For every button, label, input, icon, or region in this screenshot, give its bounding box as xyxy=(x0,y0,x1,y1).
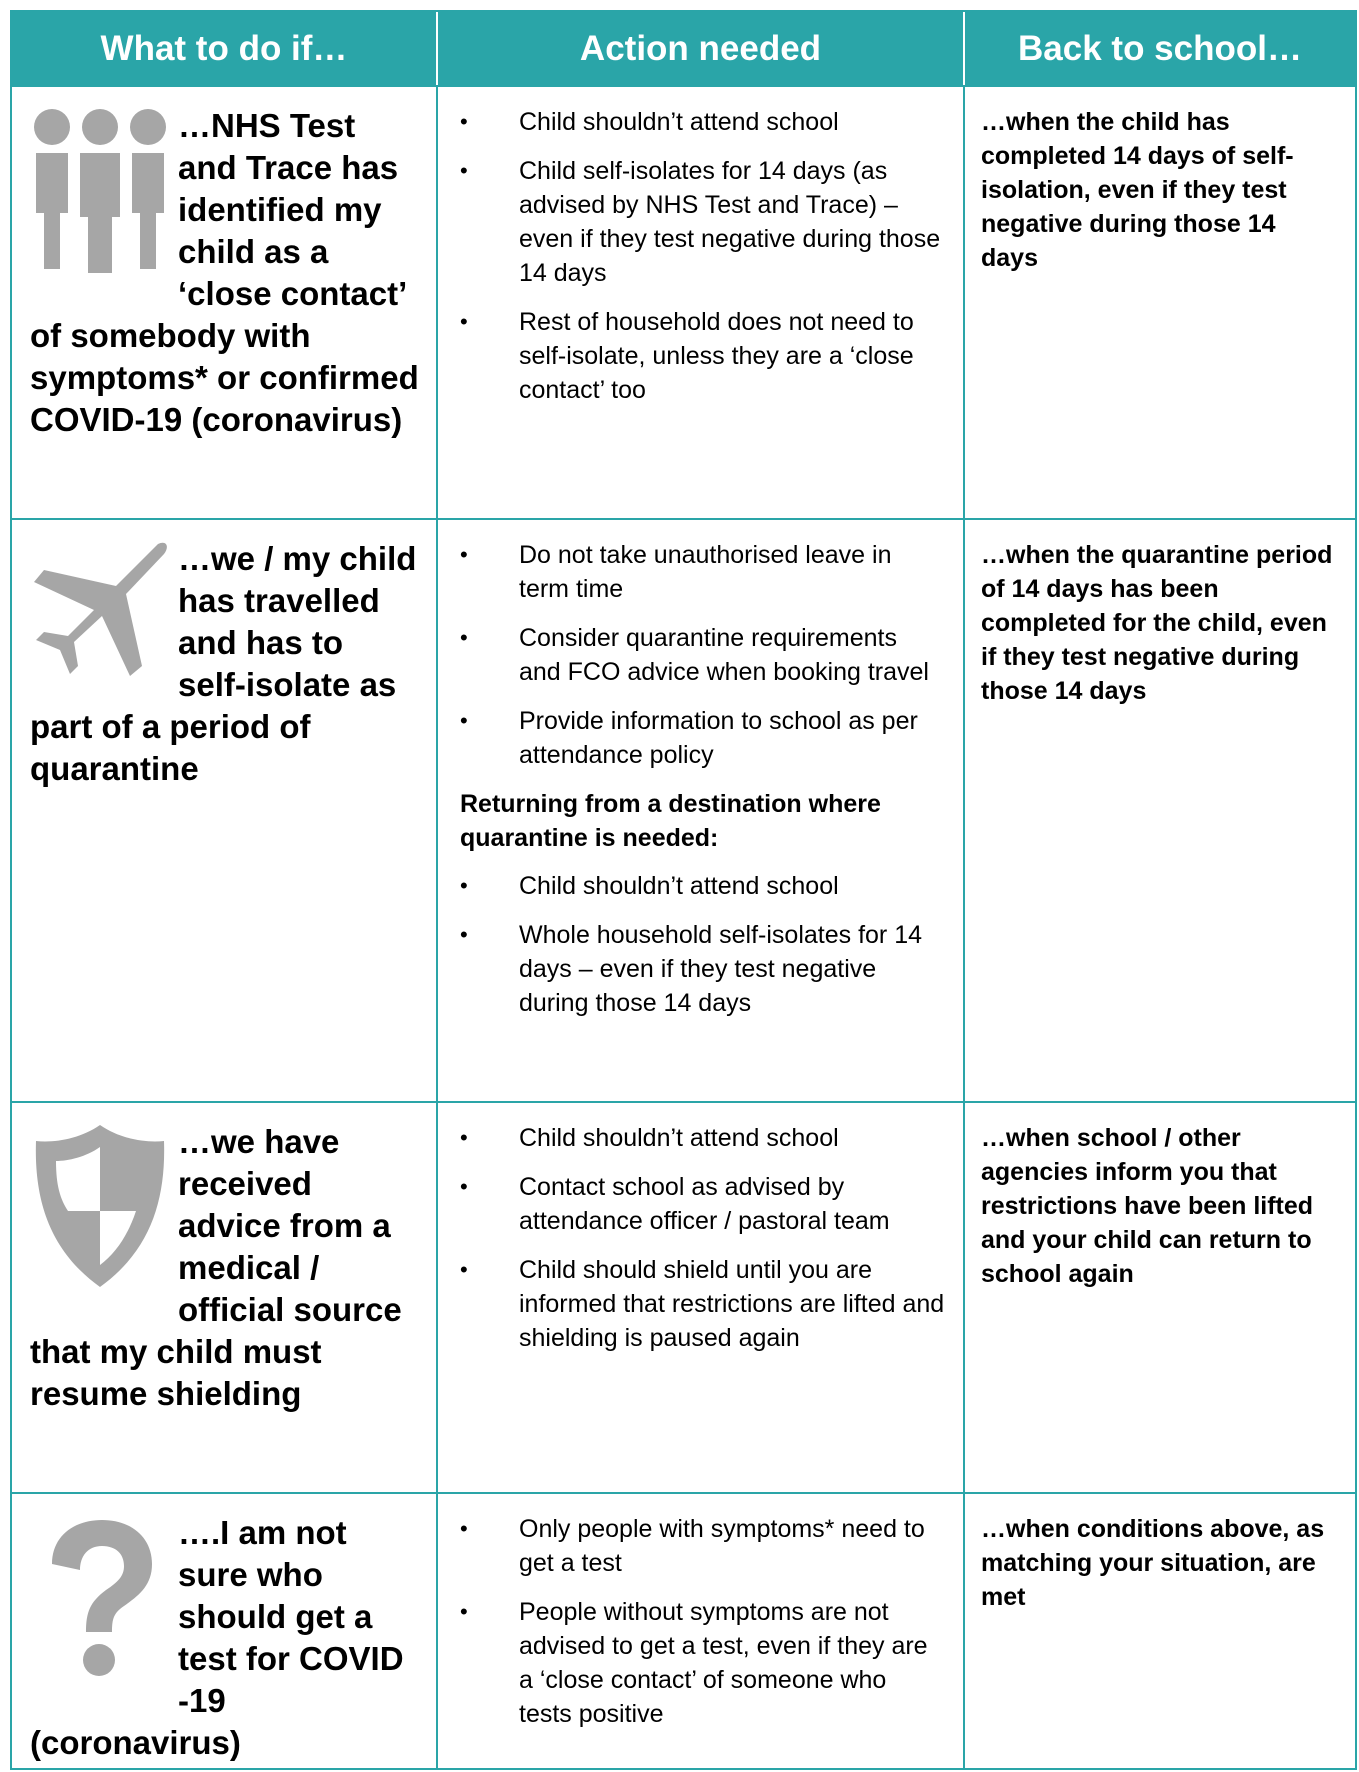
table-row xyxy=(12,1103,1357,1494)
action-item: • Rest of household does not need to self-isolate, unless they are a ‘close contact’ too xyxy=(460,305,945,407)
table-row xyxy=(12,520,1357,1103)
airplane-icon xyxy=(30,538,170,688)
what-cell xyxy=(12,520,438,1101)
table-row xyxy=(12,87,1357,520)
back-to-school-cell: …when the quarantine period of 14 days has been completed for the child, even if they test negative during those 14 days xyxy=(965,520,1357,1101)
bullet: • xyxy=(460,922,468,947)
what-text: …we / my child has travelled and has to self-isolate as part of a period of quarantine xyxy=(30,540,417,787)
action-cell xyxy=(438,1494,965,1768)
action-item: • Child self-isolates for 14 days (as advised by NHS Test and Trace) – even if they test negative during those 14 days xyxy=(460,154,945,290)
action-item: • Child should shield until you are informed that restrictions are lifted and shielding is paused again xyxy=(460,1253,945,1355)
bullet: • xyxy=(460,309,468,334)
bullet: • xyxy=(460,625,468,650)
shield-icon xyxy=(30,1121,170,1291)
action-item: • Child shouldn’t attend school xyxy=(460,1121,945,1155)
action-item: • Provide information to school as per attendance policy xyxy=(460,704,945,772)
bullet: • xyxy=(460,1516,468,1541)
bullet: • xyxy=(460,1174,468,1199)
what-text: …NHS Test and Trace has identified my child as a ‘close contact’ of somebody with symptoms* or confirmed COVID-19 (coronavirus) xyxy=(30,107,419,438)
action-item: • Whole household self-isolates for 14 days – even if they test negative during those 14 days xyxy=(460,918,945,1020)
bullet: • xyxy=(460,109,468,134)
what-text: ….I am not sure who should get a test for COVID -19 (coronavirus) xyxy=(30,1514,404,1761)
bullet: • xyxy=(460,873,468,898)
back-to-school-cell: …when school / other agencies inform you that restrictions have been lifted and your child can return to school again xyxy=(965,1103,1357,1492)
what-text: …we have received advice from a medical / official source that my child must resume shielding xyxy=(30,1123,402,1412)
action-item: • Child shouldn’t attend school xyxy=(460,869,945,903)
header-back-to-school: Back to school… xyxy=(965,12,1357,85)
action-item: • Only people with symptoms* need to get a test xyxy=(460,1512,945,1580)
table-row xyxy=(12,1494,1357,1770)
what-cell xyxy=(12,1494,438,1768)
action-cell xyxy=(438,1103,965,1492)
bullet: • xyxy=(460,158,468,183)
bullet: • xyxy=(460,1257,468,1282)
action-cell xyxy=(438,520,965,1101)
back-to-school-cell: …when conditions above, as matching your situation, are met xyxy=(965,1494,1357,1768)
bullet: • xyxy=(460,708,468,733)
action-item: • Contact school as advised by attendance officer / pastoral team xyxy=(460,1170,945,1238)
guidance-table xyxy=(10,10,1357,1770)
table-header xyxy=(12,12,1357,87)
action-item: • Consider quarantine requirements and FCO advice when booking travel xyxy=(460,621,945,689)
action-cell xyxy=(438,87,965,518)
action-item: • Do not take unauthorised leave in term time xyxy=(460,538,945,606)
action-item: • People without symptoms are not advised to get a test, even if they are a ‘close contact’ of someone who tests positive xyxy=(460,1595,945,1731)
header-action-needed: Action needed xyxy=(438,12,965,85)
question-mark-icon xyxy=(30,1512,170,1682)
header-what-to-do: What to do if… xyxy=(12,12,438,85)
subheading: Returning from a destination where quarantine is needed: xyxy=(460,790,881,852)
what-cell xyxy=(12,87,438,518)
action-item: • Child shouldn’t attend school xyxy=(460,105,945,139)
what-cell xyxy=(12,1103,438,1492)
bullet: • xyxy=(460,542,468,567)
people-icon xyxy=(30,105,170,275)
back-to-school-cell: …when the child has completed 14 days of self-isolation, even if they test negative during those 14 days xyxy=(965,87,1357,518)
bullet: • xyxy=(460,1599,468,1624)
bullet: • xyxy=(460,1125,468,1150)
